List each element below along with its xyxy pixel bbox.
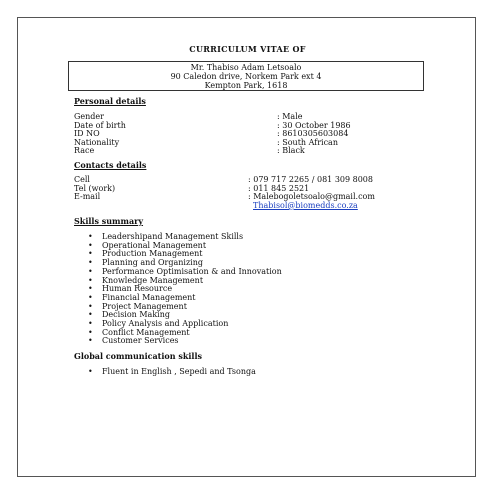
address-line-1: 90 Caledon drive, Norkem Park ext 4 (170, 72, 322, 81)
list-item: • Project Management (74, 303, 282, 312)
email-label: E-mail (74, 192, 101, 202)
email-value: : Malebogoletsoalo@gmail.com (248, 192, 375, 202)
communication-list (74, 368, 256, 377)
cell-label: Cell (74, 175, 90, 184)
contacts-details-heading: Contacts details (74, 160, 147, 170)
gender-label: Gender (74, 112, 104, 121)
global-communication-heading: Global communication skills (74, 351, 203, 361)
list-item: • Customer Services (74, 337, 282, 346)
list-item: • Leadershipand Management Skills (74, 233, 282, 242)
tel-label: Tel (work) (74, 183, 116, 193)
list-item: • Fluent in English , Sepedi and Tsonga (74, 368, 256, 377)
cell-value: : 079 717 2265 / 081 309 8008 (248, 175, 373, 184)
skills-summary-heading: Skills summary (74, 216, 144, 226)
id-value: : 8610305603084 (277, 129, 349, 139)
list-item: • Knowledge Management (74, 277, 282, 286)
address-line-2: Kempton Park, 1618 (204, 81, 288, 90)
dob-label: Date of birth (74, 120, 126, 130)
document-title: CURRICULUM VITAE OF (189, 44, 306, 54)
personal-details-heading: Personal details (74, 96, 146, 106)
work-email-link[interactable]: Thabisol@biomedds.co.za (253, 200, 358, 210)
list-item: • Conflict Management (74, 329, 282, 338)
list-item: • Operational Management (74, 242, 282, 251)
gender-value: : Male (277, 112, 303, 121)
document-page (17, 17, 476, 477)
race-value: : Black (277, 146, 305, 156)
name-address-box (68, 61, 424, 91)
race-label: Race (74, 146, 95, 156)
list-item: • Decision Making (74, 311, 282, 320)
dob-value: : 30 October 1986 (277, 120, 351, 130)
nationality-value: : South African (277, 137, 338, 147)
nationality-label: Nationality (74, 137, 120, 147)
id-label: ID NO (74, 129, 100, 139)
tel-value: : 011 845 2521 (248, 183, 310, 193)
list-item: • Production Management (74, 250, 282, 259)
list-item: • Planning and Organizing (74, 259, 282, 268)
list-item: • Human Resource (74, 285, 282, 294)
full-name: Mr. Thabiso Adam Letsoalo (190, 63, 302, 72)
list-item: • Financial Management (74, 294, 282, 303)
list-item: • Policy Analysis and Application (74, 320, 282, 329)
skills-list (74, 233, 282, 346)
list-item: • Performance Optimisation & and Innovation (74, 268, 282, 277)
